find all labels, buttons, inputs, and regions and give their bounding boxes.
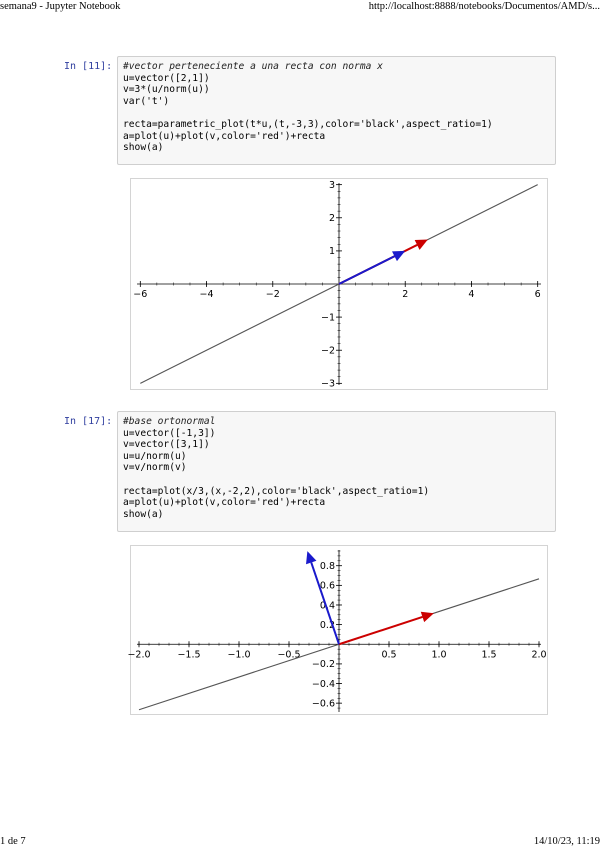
x-tick-label: 6 — [534, 289, 541, 300]
code-line: recta=parametric_plot(t*u,(t,-3,3),color='black',aspect_ratio=1) — [123, 118, 493, 130]
y-tick-label: 2 — [328, 213, 335, 225]
page-footer-page-number: 1 de 7 — [0, 836, 26, 847]
vector-shaft — [339, 256, 394, 284]
code-line: v=3*(u/norm(u)) — [123, 84, 210, 96]
code-line: var('t') — [123, 95, 170, 107]
vector-arrowhead — [421, 612, 434, 622]
x-tick-label: −6 — [133, 289, 148, 300]
code-line: #vector perteneciente a una recta con norma x — [123, 61, 383, 72]
code-line: show(a) — [123, 508, 164, 520]
cell-1-output-plot — [130, 178, 548, 390]
x-tick-label: −2 — [265, 289, 280, 300]
x-tick-label: 1.0 — [431, 649, 447, 661]
code-line: show(a) — [123, 142, 164, 154]
cell-2-output-plot — [127, 545, 548, 715]
code-line — [123, 474, 550, 486]
plot-2-svg — [127, 546, 547, 714]
vector-shaft — [339, 617, 422, 644]
y-tick-label: −0.2 — [311, 659, 335, 671]
cell-2-input[interactable] — [117, 411, 556, 532]
y-tick-label: −3 — [320, 378, 335, 390]
x-tick-label: −4 — [199, 289, 214, 300]
x-tick-label: −1.5 — [177, 649, 201, 661]
cell-1-input[interactable] — [117, 56, 556, 165]
page-header-title: semana9 - Jupyter Notebook — [0, 1, 121, 12]
y-tick-label: −2 — [320, 345, 335, 357]
code-line: recta=plot(x/3,(x,-2,2),color='black',aspect_ratio=1) — [123, 485, 430, 497]
y-tick-label: 0.6 — [319, 580, 335, 592]
x-tick-label: −2.0 — [127, 649, 151, 661]
x-tick-label: 1.5 — [481, 649, 497, 661]
x-tick-label: 2.0 — [531, 649, 547, 661]
cell-1-prompt: In [11]: — [64, 61, 113, 72]
code-line: u=u/norm(u) — [123, 450, 187, 462]
plot-1-svg — [131, 179, 547, 389]
x-tick-label: −1.0 — [227, 649, 251, 661]
y-tick-label: −0.6 — [311, 698, 335, 710]
code-line: u=vector([2,1]) — [123, 72, 210, 84]
page-footer-datetime: 14/10/23, 11:19 — [533, 836, 600, 847]
y-tick-label: −0.4 — [311, 678, 335, 690]
cell-2-prompt: In [17]: — [64, 416, 113, 427]
x-tick-label: 4 — [468, 289, 475, 300]
y-tick-label: 0.4 — [319, 600, 335, 612]
y-tick-label: −1 — [320, 312, 335, 324]
x-tick-label: 2 — [402, 289, 409, 300]
code-line: #base ortonormal — [123, 416, 216, 427]
x-tick-label: 0.5 — [381, 649, 397, 661]
y-tick-label: 0.8 — [319, 561, 335, 573]
y-tick-label: 3 — [328, 179, 335, 191]
page-header-url: http://localhost:8888/notebooks/Documentos/AMD/s... — [368, 1, 600, 12]
code-line: v=v/norm(v) — [123, 462, 187, 474]
code-line: a=plot(u)+plot(v,color='red')+recta — [123, 497, 326, 509]
y-tick-label: 1 — [328, 246, 335, 258]
code-line: v=vector([3,1]) — [123, 439, 210, 451]
vector-arrowhead — [306, 551, 316, 564]
x-tick-label: −0.5 — [277, 649, 301, 661]
code-line — [123, 107, 550, 119]
code-line: u=vector([-1,3]) — [123, 427, 216, 439]
code-line: a=plot(u)+plot(v,color='red')+recta — [123, 130, 326, 142]
y-tick-label: 0.2 — [319, 619, 335, 631]
